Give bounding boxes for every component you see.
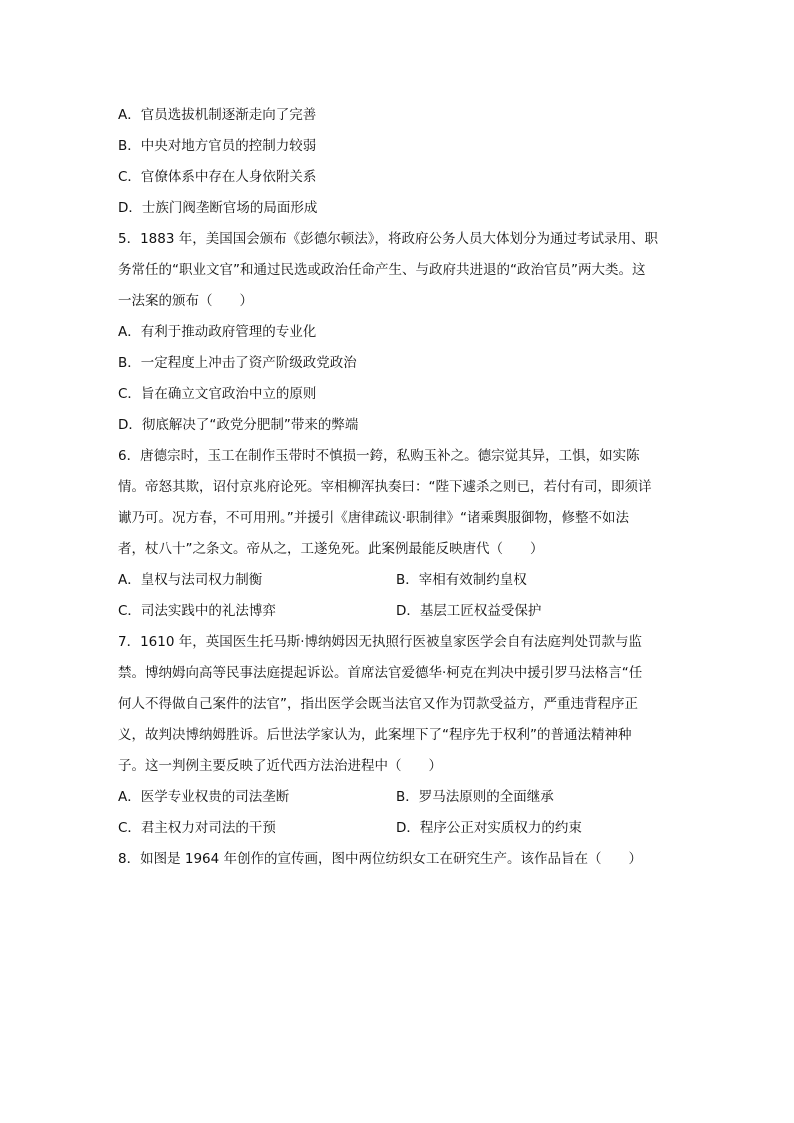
q7-option-b: B．罗马法原则的全面继承 xyxy=(396,789,554,805)
q7-stem-line-4: 义，故判决博纳姆胜诉。后世法学家认为，此案埋下了“程序先于权利”的普通法精神种 xyxy=(118,727,632,743)
q5-option-c: C．旨在确立文官政治中立的原则 xyxy=(118,386,317,402)
q4-option-a: A．官员选拔机制逐渐走向了完善 xyxy=(118,107,317,123)
q7-stem-line-1: 7．1610 年，英国医生托马斯·博纳姆因无执照行医被皇家医学会自有法庭判处罚款与监 xyxy=(118,634,643,650)
q7-options-row-1 xyxy=(118,782,678,813)
q5-option-b: B．一定程度上冲击了资产阶级政党政治 xyxy=(118,355,357,371)
q6-option-c: C．司法实践中的礼法博弈 xyxy=(118,603,276,619)
q5-stem-line-3: 一法案的颁布（ ） xyxy=(118,293,253,309)
q5-option-d: D．彻底解决了“政党分肥制”带来的弊端 xyxy=(118,417,359,433)
q6-options-row-1 xyxy=(118,565,678,596)
q7-option-c: C．君主权力对司法的干预 xyxy=(118,820,276,836)
q6-option-a: A．皇权与法司权力制衡 xyxy=(118,572,263,588)
q8-stem: 8．如图是 1964 年创作的宣传画，图中两位纺织女工在研究生产。该作品旨在（ ） xyxy=(118,851,643,867)
exam-page-content xyxy=(118,100,678,875)
q4-option-d: D．士族门阀垄断官场的局面形成 xyxy=(118,200,318,216)
q4-option-c: C．官僚体系中存在人身依附关系 xyxy=(118,169,317,185)
q6-stem-line-3: 谳乃可。况方春，不可用刑。”并援引《唐律疏议·职制律》“诸乘舆服御物，修整不如法 xyxy=(118,510,630,526)
q7-stem-line-5: 子。这一判例主要反映了近代西方法治进程中（ ） xyxy=(118,758,442,774)
q6-stem-line-4: 者，杖八十”之条文。帝从之，工遂免死。此案例最能反映唐代（ ） xyxy=(118,541,544,557)
q7-option-a: A．医学专业权贵的司法垄断 xyxy=(118,789,290,805)
q5-stem-line-1: 5．1883 年，美国国会颁布《彭德尔顿法》，将政府公务人员大体划分为通过考试录用、职 xyxy=(118,231,658,247)
q7-option-d: D．程序公正对实质权力的约束 xyxy=(396,820,582,836)
q7-stem-line-2: 禁。博纳姆向高等民事法庭提起诉讼。首席法官爱德华·柯克在判决中援引罗马法格言“任 xyxy=(118,665,643,681)
q4-option-b: B．中央对地方官员的控制力较弱 xyxy=(118,138,317,154)
q5-option-a: A．有利于推动政府管理的专业化 xyxy=(118,324,317,340)
q6-options-row-2 xyxy=(118,596,678,627)
q6-stem-line-2: 情。帝怒其欺，诏付京兆府论死。宰相柳浑执奏曰：“陛下遽杀之则已，若付有司，即须详 xyxy=(118,479,652,495)
q7-options-row-2 xyxy=(118,813,678,844)
q7-stem-line-3: 何人不得做自己案件的法官”，指出医学会既当法官又作为罚款受益方，严重违背程序正 xyxy=(118,696,638,712)
q6-stem-line-1: 6．唐德宗时，玉工在制作玉带时不慎损一銙，私购玉补之。德宗觉其异，工惧，如实陈 xyxy=(118,448,640,464)
q6-option-b: B．宰相有效制约皇权 xyxy=(396,572,527,588)
q5-stem-line-2: 务常任的“职业文官”和通过民选或政治任命产生、与政府共进退的“政治官员”两大类。这 xyxy=(118,262,646,278)
q6-option-d: D．基层工匠权益受保护 xyxy=(396,603,542,619)
